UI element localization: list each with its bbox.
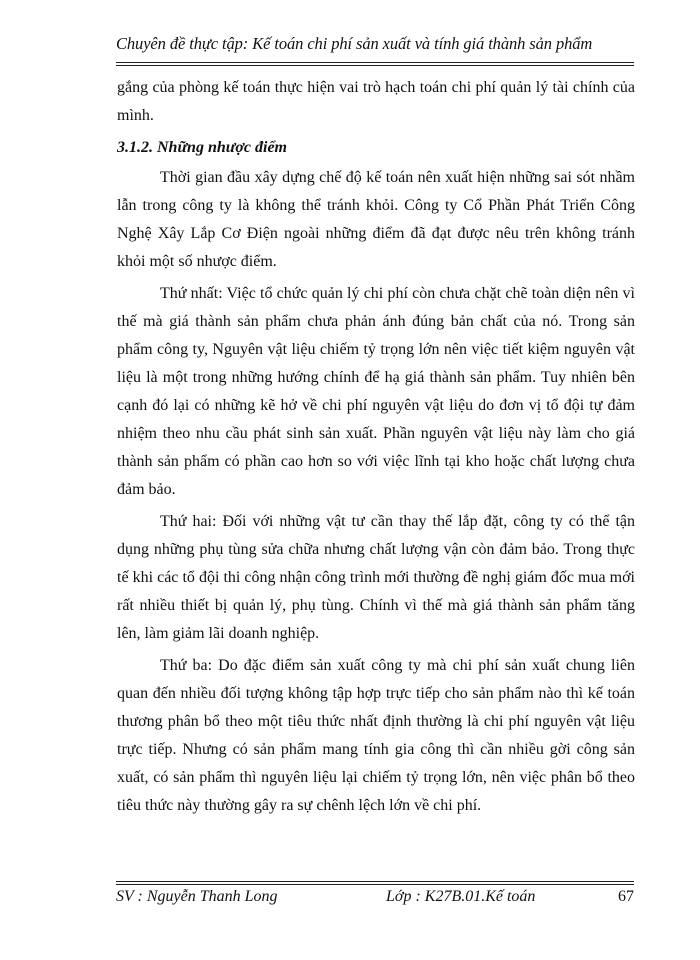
page-number: 67 <box>618 888 634 905</box>
section-heading: 3.1.2. Những nhược điểm <box>117 139 287 156</box>
footer-rule-top <box>116 881 634 882</box>
paragraph-second-weakness: Thứ hai: Đối với những vật tư cần thay thế lắp đặt, công ty có thể tận dụng những phụ tùng sửa chữa nhưng chất lượng vận còn đảm bảo. Trong thực tế khi các tổ đội thi công nhận công trình mới thường đề nghị giám đốc mua mới rất nhiều thiết bị quản lý, phụ tùng. Chính vì thế mà giá thành sản phẩm tăng lên, làm giảm lãi doanh nghiệp. <box>117 513 635 642</box>
paragraph-overview: Thời gian đầu xây dựng chế độ kế toán nên xuất hiện những sai sót nhầm lẫn trong công ty là không thể tránh khỏi. Công ty Cổ Phần Phát Triển Công Nghệ Xây Lắp Cơ Điện ngoài những điểm đã đạt được nêu trên không tránh khỏi một số nhược điểm. <box>117 169 635 270</box>
page-body <box>117 74 635 824</box>
intro-paragraph: gắng của phòng kế toán thực hiện vai trò hạch toán chi phí quản lý tài chính của mình. <box>117 79 635 124</box>
header-rule-bottom <box>116 65 634 66</box>
running-header: Chuyên đề thực tập: Kế toán chi phí sản xuất và tính giá thành sản phẩm <box>116 34 593 53</box>
paragraph-first-weakness: Thứ nhất: Việc tổ chức quản lý chi phí còn chưa chặt chẽ toàn diện nên vì thế mà giá thành sản phẩm chưa phản ánh đúng bản chất của nó. Trong sản phẩm công ty, Nguyên vật liệu chiếm tỷ trọng lớn nên việc tiết kiệm nguyên vật liệu là một trong những hướng chính để hạ giá thành sản phẩm. Tuy nhiên bên cạnh đó lại có những kẽ hở về chi phí nguyên vật liệu do đơn vị tổ đội tự đảm nhiệm theo nhu cầu phát sinh sản xuất. Phần nguyên vật liệu này làm cho giá thành sản phẩm có phần cao hơn so với việc lĩnh tại kho hoặc chất lượng chưa đảm bảo. <box>117 285 635 498</box>
footer-class-name: Lớp : K27B.01.Kế toán <box>386 888 536 905</box>
footer-rule-bottom <box>116 884 634 885</box>
paragraph-third-weakness: Thứ ba: Do đặc điểm sản xuất công ty mà chi phí sản xuất chung liên quan đến nhiều đối tượng không tập hợp trực tiếp cho sản phẩm nào thì kế toán thương phân bổ theo một tiêu thức nhất định thường là chi phí nguyên vật liệu trực tiếp. Nhưng có sản phẩm mang tính gia công thì cần nhiều gời công sản xuất, có sản phẩm thì nguyên liệu lại chiếm tỷ trọng lớn, nên việc phân bổ theo tiêu thức này thường gây ra sự chênh lệch lớn về chi phí. <box>117 657 635 814</box>
footer-student-name: SV : Nguyễn Thanh Long <box>116 888 278 905</box>
header-rule-top <box>116 62 634 63</box>
page-footer <box>116 888 634 912</box>
